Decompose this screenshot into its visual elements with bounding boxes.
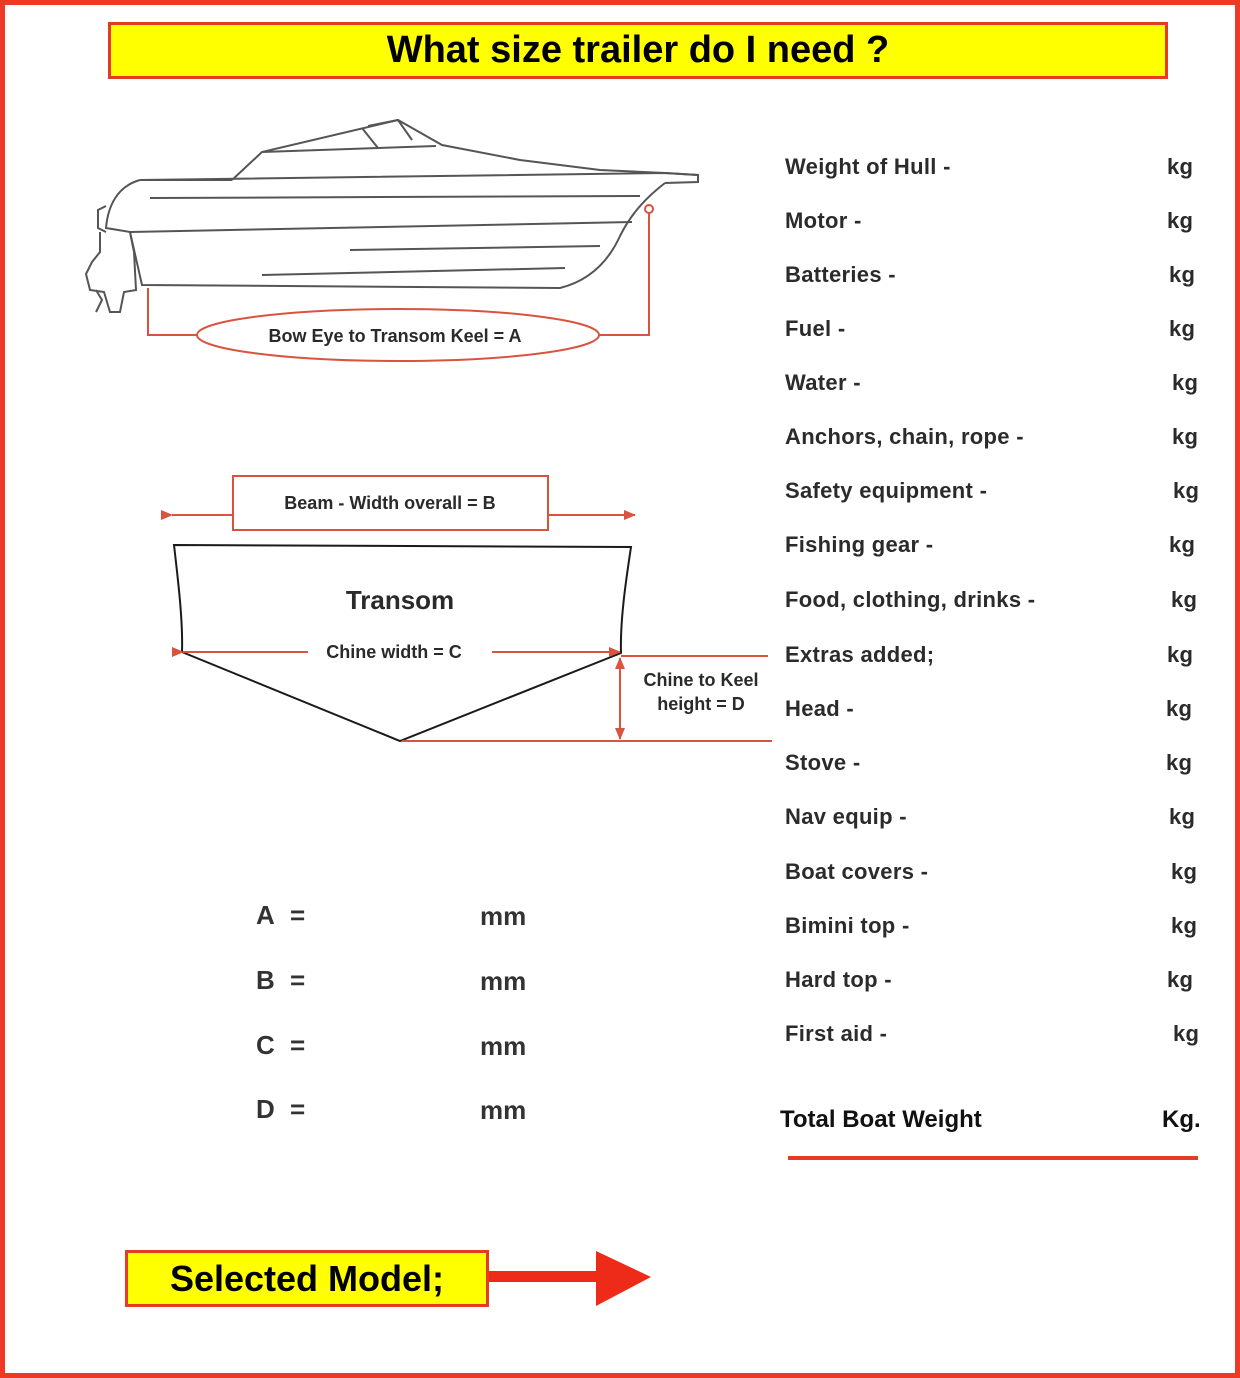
weight-unit: kg xyxy=(1166,696,1193,721)
weight-label: Batteries - xyxy=(785,262,896,287)
measurement-letter: D xyxy=(256,1094,275,1124)
weight-row-firstaid xyxy=(785,1021,1205,1051)
total-weight-label: Total Boat Weight xyxy=(780,1106,982,1133)
weight-row-nav xyxy=(785,804,1205,834)
weight-label: Boat covers - xyxy=(785,859,929,884)
bow-eye-icon xyxy=(645,205,653,213)
chine-keel-label-line1: Chine to Keel xyxy=(643,670,759,690)
measurement-letter: A xyxy=(256,900,275,930)
weight-row-hull xyxy=(785,154,1205,184)
weight-row-extras xyxy=(785,642,1205,672)
measurement-equals: = xyxy=(290,1030,306,1060)
measurement-unit: mm xyxy=(480,901,527,931)
chine-width-label: Chine width = C xyxy=(326,642,462,662)
weight-row-batteries xyxy=(785,262,1205,292)
weight-unit: kg xyxy=(1169,262,1196,287)
weight-unit: kg xyxy=(1169,316,1196,341)
weight-label: Weight of Hull - xyxy=(785,154,951,179)
weight-unit: kg xyxy=(1172,424,1199,449)
weight-unit: kg xyxy=(1169,804,1196,829)
measurement-letter: C xyxy=(256,1030,275,1060)
weight-label: Motor - xyxy=(785,208,862,233)
weight-unit: kg xyxy=(1172,370,1199,395)
bow-eye-label: Bow Eye to Transom Keel = A xyxy=(268,326,522,346)
selected-model-label: Selected Model; xyxy=(125,1250,489,1307)
weight-label: Food, clothing, drinks - xyxy=(785,587,1036,612)
measurement-letter: B xyxy=(256,965,275,995)
weight-label: Stove - xyxy=(785,750,861,775)
boat-side-view xyxy=(86,120,698,312)
weight-unit: kg xyxy=(1171,587,1198,612)
weight-unit: kg xyxy=(1167,208,1194,233)
measurement-equals: = xyxy=(290,1094,306,1124)
measurement-unit: mm xyxy=(480,1031,527,1061)
weight-row-water xyxy=(785,370,1205,400)
weight-label: Head - xyxy=(785,696,855,721)
weight-label: Hard top - xyxy=(785,967,892,992)
weight-unit: kg xyxy=(1166,750,1193,775)
weight-row-covers xyxy=(785,859,1205,889)
weight-label: Fuel - xyxy=(785,316,846,341)
weight-row-food xyxy=(785,587,1205,617)
weight-row-stove xyxy=(785,750,1205,780)
page-title: What size trailer do I need ? xyxy=(108,22,1168,79)
weight-unit: kg xyxy=(1171,859,1198,884)
total-underline xyxy=(788,1156,1198,1160)
weight-row-hardtop xyxy=(785,967,1205,997)
weight-unit: kg xyxy=(1167,967,1194,992)
beam-label: Beam - Width overall = B xyxy=(284,493,496,513)
weight-unit: kg xyxy=(1171,913,1198,938)
weight-label: Water - xyxy=(785,370,861,395)
weight-label: Fishing gear - xyxy=(785,532,934,557)
weight-label: Extras added; xyxy=(785,642,935,667)
measurement-unit: mm xyxy=(480,1095,527,1125)
measurement-unit: mm xyxy=(480,966,527,996)
weight-label: Safety equipment - xyxy=(785,478,988,503)
weight-row-safety xyxy=(785,478,1205,508)
chine-keel-label-line2: height = D xyxy=(657,694,745,714)
weight-unit: kg xyxy=(1173,478,1200,503)
measurement-equals: = xyxy=(290,900,306,930)
measurement-equals: = xyxy=(290,965,306,995)
weight-row-motor xyxy=(785,208,1205,238)
weight-row-fuel xyxy=(785,316,1205,346)
weight-label: Anchors, chain, rope - xyxy=(785,424,1024,449)
total-weight-unit: Kg. xyxy=(1162,1106,1201,1133)
weight-label: Nav equip - xyxy=(785,804,907,829)
selected-model-arrow-icon xyxy=(489,1251,651,1306)
weight-label: Bimini top - xyxy=(785,913,910,938)
weight-row-anchors xyxy=(785,424,1205,454)
transom-label: Transom xyxy=(345,585,455,615)
weight-unit: kg xyxy=(1169,532,1196,557)
weight-label: First aid - xyxy=(785,1021,888,1046)
weight-unit: kg xyxy=(1167,154,1194,179)
weight-row-head xyxy=(785,696,1205,726)
weight-row-fishing xyxy=(785,532,1205,562)
weight-unit: kg xyxy=(1173,1021,1200,1046)
weight-unit: kg xyxy=(1167,642,1194,667)
weight-row-bimini xyxy=(785,913,1205,943)
